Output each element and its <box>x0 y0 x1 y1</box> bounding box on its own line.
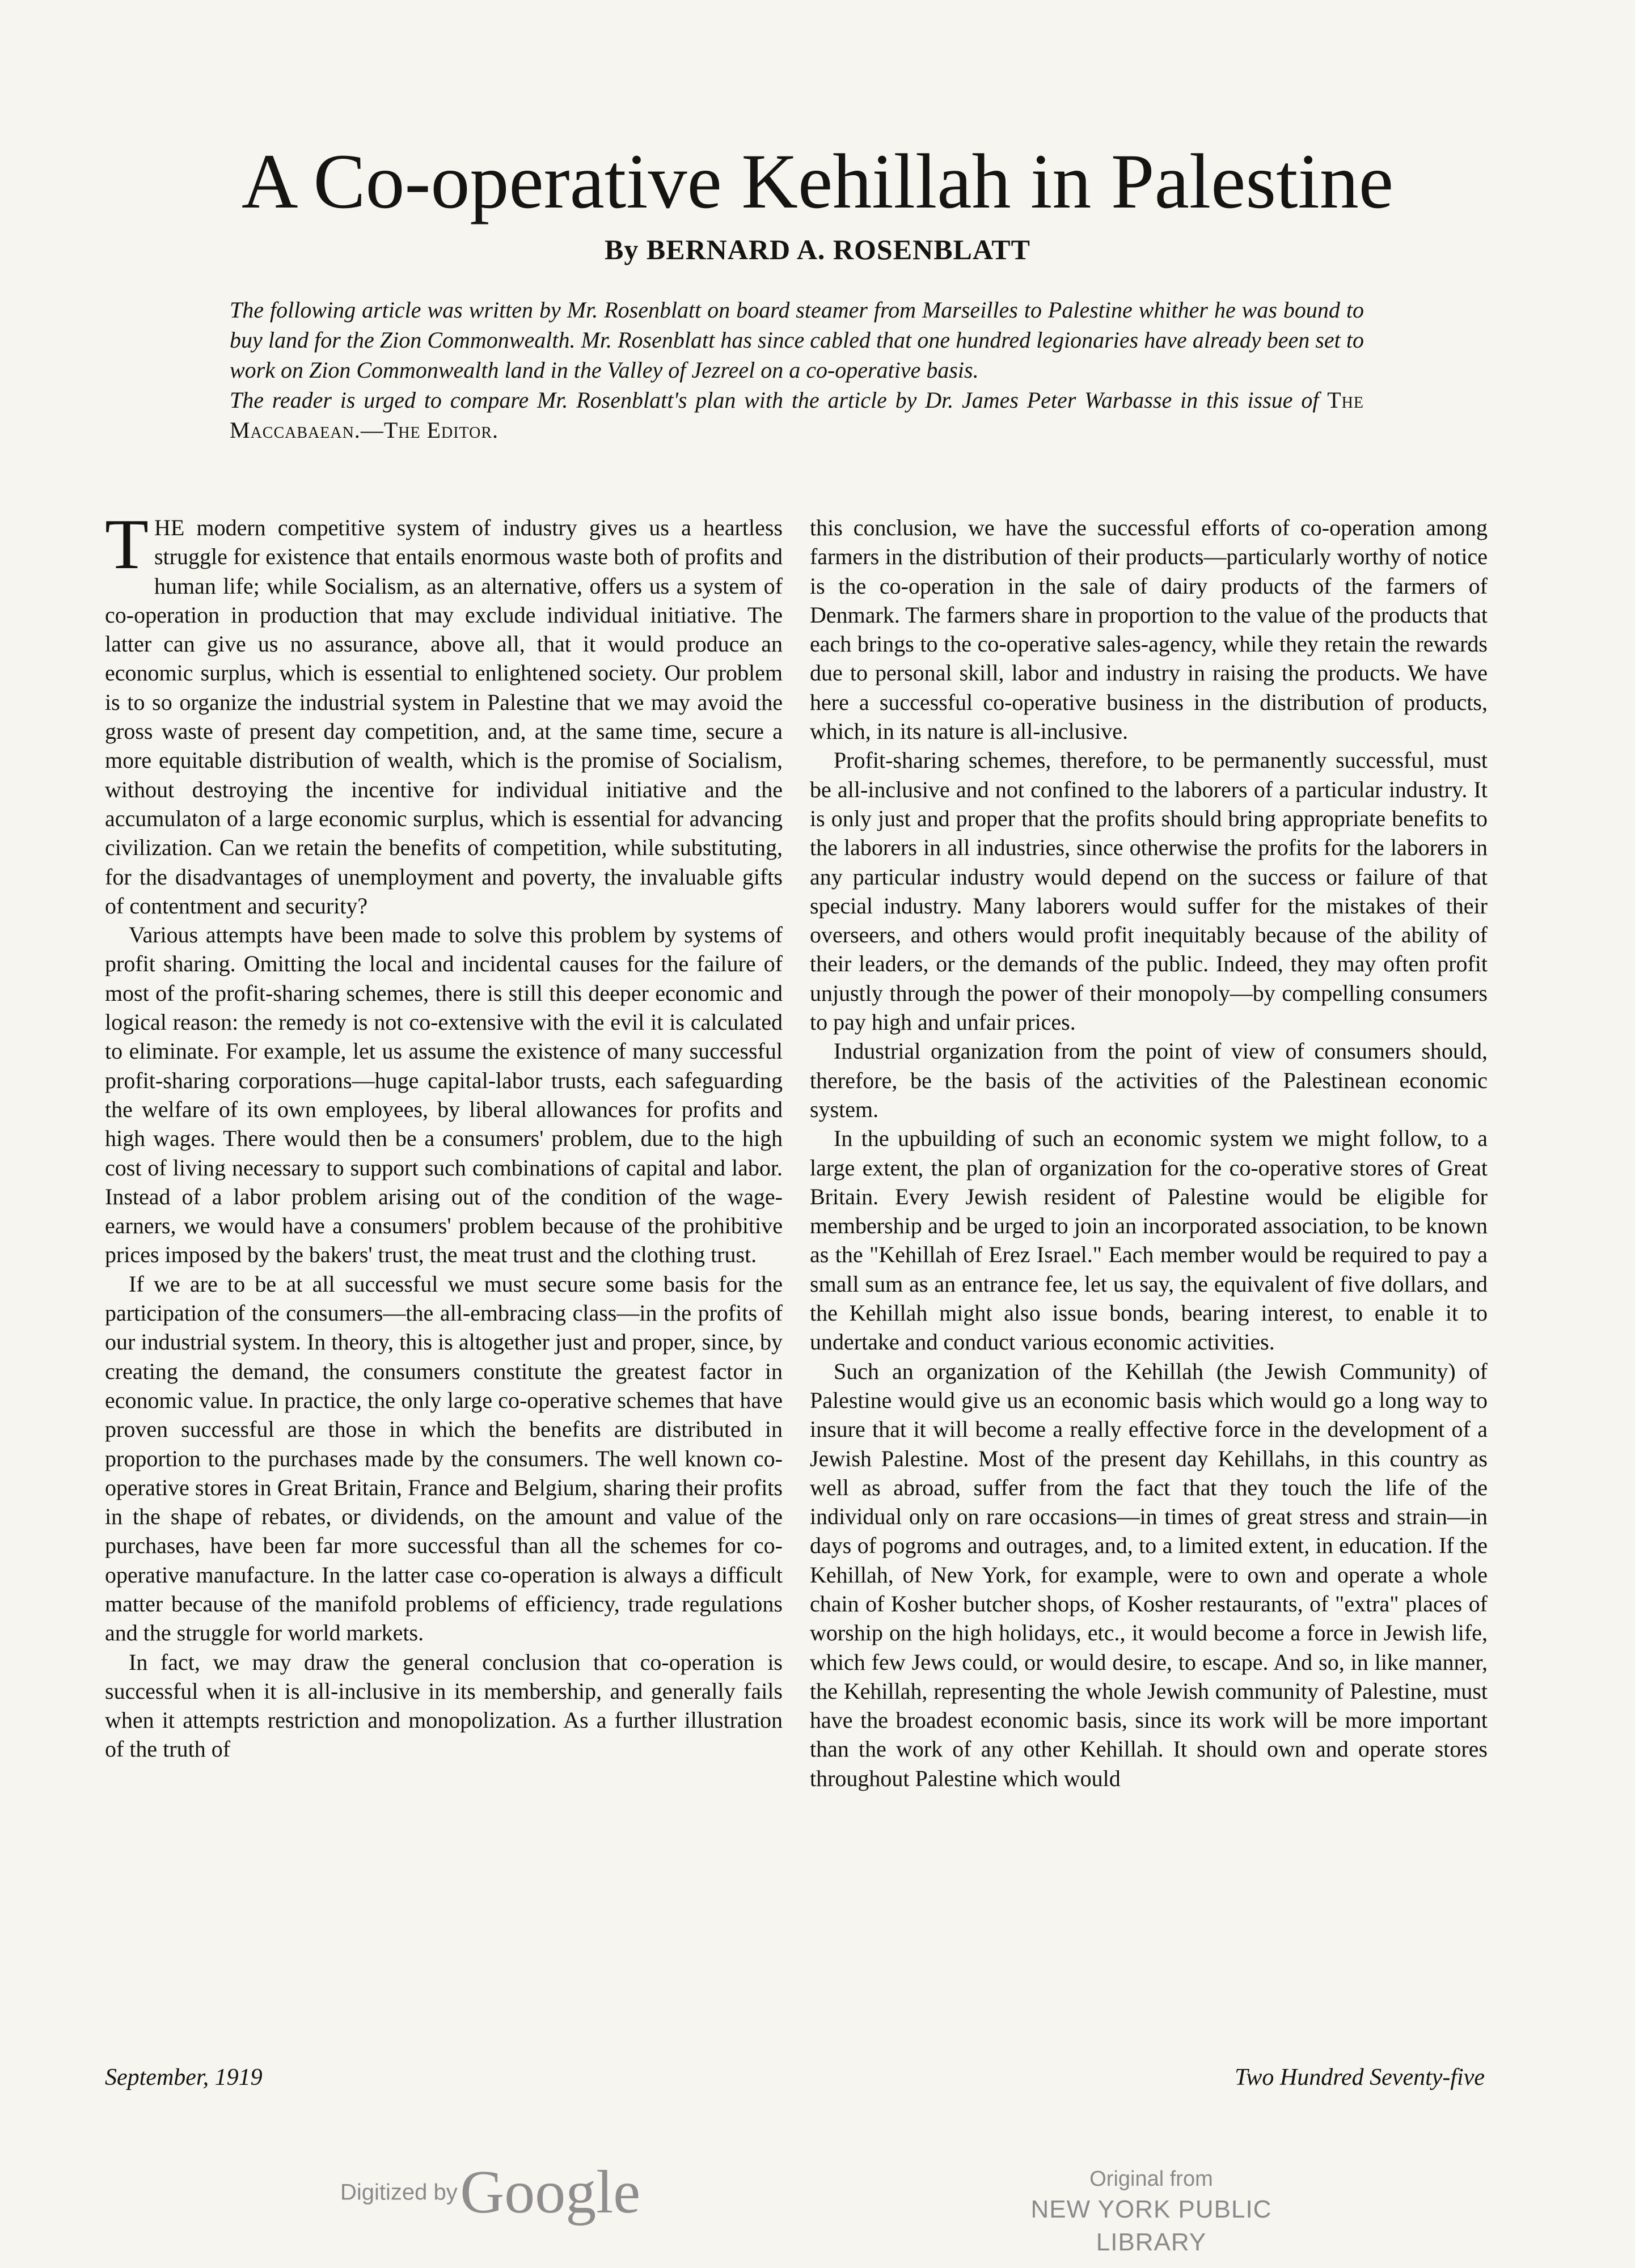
byline <box>0 230 1635 269</box>
paragraph: If we are to be at all successful we must secure some basis for the participation of the consumers—the all-embracing class—in the profits of our industrial system. In theory, this is altogether just and proper, since, by creating the demand, the consumers constitute the greatest factor in economic value. In practice, the only large co-operative schemes that have proven successful are those in which the benefits are distributed in proportion to the purchases made by the consumers. The well known co-operative stores in Great Britain, France and Belgium, sharing their profits in the shape of rebates, or dividends, on the amount and value of the purchases, have been far more successful than all the schemes for co-operative manufacture. In the latter case co-operation is always a difficult matter because of the manifold problems of efficiency, trade regulations and the struggle for world markets. <box>105 1271 783 1646</box>
editor-signature: —The Editor. <box>360 417 499 443</box>
editor-note-paragraph-1: The following article was written by Mr. Rosenblatt on board steamer from Marseilles to Palestine whither he was bound to buy land for the Zion Commonwealth. Mr. Rosenblatt has since cabled that one hundred legionaries have already been set to work on Zion Commonwealth land in the Valley of Jezreel on a co-operative basis. <box>230 297 1364 383</box>
page-number: Two Hundred Seventy-five <box>1235 2064 1485 2091</box>
drop-cap: T <box>105 505 149 584</box>
author-name: BERNARD A. ROSENBLATT <box>646 234 1030 265</box>
byline-prefix: By <box>604 234 639 265</box>
original-from-text: Original from <box>1089 2167 1213 2191</box>
paragraph: In fact, we may draw the general conclusion that co-operation is successful when it is all-inclusive in its membership, and generally fails when it attempts restriction and monopolization. As a further illustration of the truth of <box>105 1649 783 1762</box>
paragraph: Such an organization of the Kehillah (the Jewish Community) of Palestine would give us an economic basis which would go a long way to insure that it will become a really effective force in the development of a Jewish Palestine. Most of the present day Kehillahs, in this country as well as abroad, suffer from the fact that they touch the life of the individual only on rare occasions—in times of great stress and strain—in days of pogroms and outrages, and, to a limited extent, in education. If the Kehillah, of New York, for example, were to own and operate a whole chain of Kosher butcher shops, of Kosher restaurants, of "extra" places of worship on the high holidays, etc., it would become a force in Jewish life, which few Jews could, or would desire, to escape. And so, in like manner, the Kehillah, representing the whole Jewish community of Palestine, must have the broadest economic basis, since its work will be more important than the work of any other Kehillah. It should own and operate stores throughout Palestine which would <box>810 1358 1488 1791</box>
google-logo: Google <box>460 2159 641 2226</box>
paragraph: Profit-sharing schemes, therefore, to be permanently successful, must be all-inclusive and not confined to the laborers of a particular industry. It is only just and proper that the profits should bring appropriate benefits to the laborers in all industries, since otherwise the profits for the laborers in any particular industry would depend on the success or failure of that special industry. Many laborers would suffer for the mistakes of their overseers, and others would profit inequitably because of the ability of their leaders, or the demands of the public. Indeed, they may often profit unjustly through the power of their monopoly—by compelling consumers to pay high and unfair prices. <box>810 747 1488 1035</box>
article-title: A Co-operative Kehillah in Palestine <box>241 138 1394 225</box>
library-name: NEW YORK PUBLIC LIBRARY <box>1030 2195 1272 2256</box>
right-column <box>810 513 1488 1793</box>
paragraph: Various attempts have been made to solve this problem by systems of profit sharing. Omitting the local and incidental causes for the failure of most of the profit-sharing schemes, there is still this deeper economic and logical reason: the remedy is not co-extensive with the evil it is calculated to eliminate. For example, let us assume the existence of many successful profit-sharing corporations—huge capital-labor trusts, each safeguarding the welfare of its own employees, by liberal allowances for profits and high wages. There would then be a consumers' problem, due to the high cost of living necessary to support such combinations of capital and labor. Instead of a labor problem arising out of the condition of the wage-earners, we would have a consumers' problem because of the prohibitive prices imposed by the bakers' trust, the meat trust and the clothing trust. <box>105 922 783 1268</box>
original-from-watermark <box>975 2165 1327 2259</box>
magazine-name: The Maccabaean. <box>230 387 1364 443</box>
editor-note-paragraph-2 <box>230 385 1364 445</box>
paragraph <box>105 505 783 920</box>
paragraph: Industrial organization from the point of view of consumers should, therefore, be the basis of the activities of the Palestinean economic system. <box>810 1038 1488 1122</box>
paragraph: In the upbuilding of such an economic system we might follow, to a large extent, the plan of organization for the co-operative stores of Great Britain. Every Jewish resident of Palestine would be eligible for membership and be urged to join an incorporated association, to be known as the "Kehillah of Erez Israel." Each member would be required to pay a small sum as an entrance fee, let us say, the equivalent of five dollars, and the Kehillah might also issue bonds, bearing interest, to enable it to undertake and conduct various economic activities. <box>810 1125 1488 1355</box>
editor-note-text: The reader is urged to compare Mr. Rosenblatt's plan with the article by Dr. James Peter Warbasse in this issue of <box>230 387 1319 413</box>
paragraph: this conclusion, we have the successful efforts of co-operation among farmers in the distribution of their products—particularly worthy of notice is the co-operation in the sale of dairy products of the farmers of Denmark. The farmers share in proportion to the value of the products that each brings to the co-operative sales-agency, while they retain the rewards due to personal skill, labor and industry in raising the products. We have here a successful co-operative business in the distribution of products, which, in its nature is all-inclusive. <box>810 515 1488 744</box>
editor-note <box>230 295 1364 445</box>
issue-date: September, 1919 <box>105 2064 263 2091</box>
digitized-by-watermark <box>340 2157 640 2228</box>
left-column <box>105 505 783 1764</box>
digitized-by-text: Digitized by <box>340 2180 458 2205</box>
paragraph-text: HE modern competitive system of industry gives us a heartless struggle for existence that entails enormous waste both of profits and human life; while Socialism, as an alternative, offers us a system of co-operation in production that may exclude individual initiative. The latter can give us no assurance, above all, that it would produce an economic surplus, which is essential to enlightened society. Our problem is to so organize the industrial system in Palestine that we may avoid the gross waste of present day competition, and, at the same time, secure a more equitable distribution of wealth, which is the promise of Socialism, without destroying the incentive for individual initiative and the accumulaton of a large economic surplus, which is essential for advancing civilization. Can we retain the benefits of competition, while substituting, for the disadvantages of unemployment and poverty, the invaluable gifts of contentment and security? <box>105 515 783 919</box>
